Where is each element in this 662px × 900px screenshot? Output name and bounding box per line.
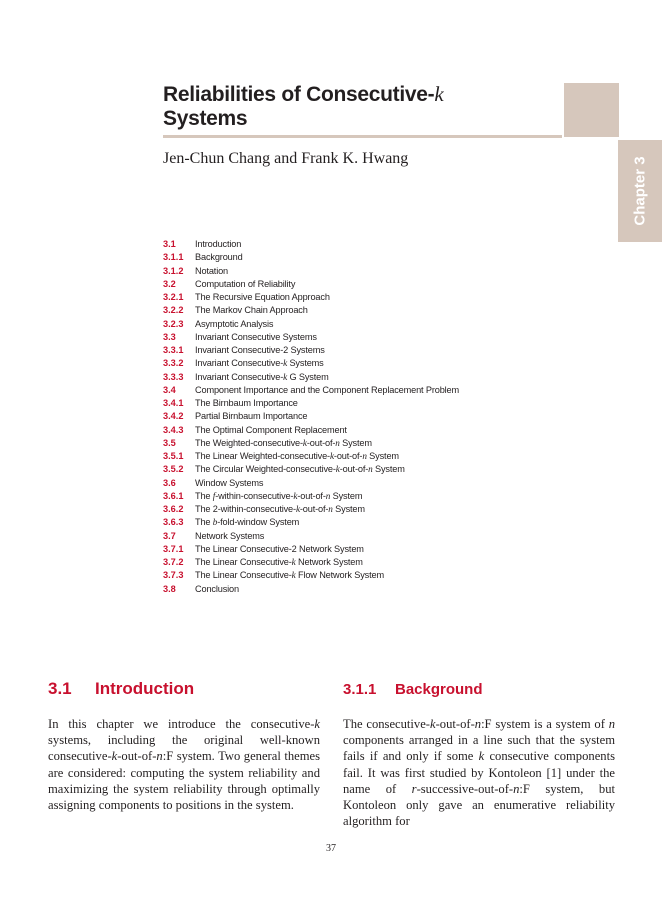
math-variable: k <box>295 504 300 514</box>
toc-entry-title <box>195 318 273 331</box>
toc-entry-title <box>195 583 239 596</box>
toc-entry-title <box>195 450 399 463</box>
toc-entry-title <box>195 344 325 357</box>
text-run: The Recursive Equation Approach <box>195 292 330 302</box>
text-run: :F system, but Kontoleon only gave an enumerative reliability algorithm for <box>343 781 615 829</box>
text-run: -out-of- <box>306 437 336 448</box>
toc-entry[interactable] <box>163 331 503 344</box>
toc-entry-title <box>195 251 243 264</box>
math-variable: k <box>335 464 340 475</box>
text-run: -out-of- <box>297 490 326 501</box>
text-run: Conclusion <box>195 583 239 594</box>
toc-entry-number: 3.7.1 <box>163 543 184 554</box>
toc-entry-title <box>195 437 372 450</box>
chapter-title-part1: Reliabilities of Consecutive- <box>163 83 435 106</box>
toc-entry-title <box>195 265 228 278</box>
text-run: The Circular Weighted-consecutive- <box>195 464 336 475</box>
text-run: The Birnbaum Importance <box>195 398 298 408</box>
toc-entry[interactable] <box>163 516 503 529</box>
toc-entry[interactable] <box>163 357 503 370</box>
text-run: :F system is a system of <box>481 717 609 731</box>
toc-entry-number: 3.3 <box>163 331 176 342</box>
text-run: -fold-window System <box>217 517 300 528</box>
text-run: The Linear Consecutive- <box>195 557 292 567</box>
math-variable: k <box>283 358 288 369</box>
text-run: System <box>330 490 363 501</box>
toc-entry-title <box>195 384 459 397</box>
math-variable: b <box>212 517 218 528</box>
text-run: The Markov Chain Approach <box>195 305 308 316</box>
toc-entry[interactable] <box>163 265 503 278</box>
toc-entry[interactable] <box>163 477 503 490</box>
text-run: Network System <box>295 557 363 567</box>
toc-entry-number: 3.1 <box>163 239 176 249</box>
text-run: The consecutive- <box>343 717 430 731</box>
introduction-paragraph <box>48 716 320 813</box>
toc-entry-number: 3.4.2 <box>163 411 184 422</box>
text-run: The Linear Weighted-consecutive- <box>195 451 330 461</box>
toc-entry-title <box>195 357 324 370</box>
toc-entry-number: 3.6.1 <box>163 490 184 501</box>
math-variable: k <box>111 749 118 764</box>
chapter-tab-label: Chapter 3 <box>631 156 649 226</box>
toc-entry[interactable] <box>163 437 503 450</box>
toc-entry-number: 3.3.2 <box>163 358 184 369</box>
toc-entry[interactable] <box>163 424 503 437</box>
text-run: Invariant Consecutive Systems <box>195 331 317 342</box>
toc-entry-number: 3.6 <box>163 477 176 488</box>
chapter-title <box>163 82 558 131</box>
text-run: Computation of Reliability <box>195 278 296 289</box>
toc-entry-number: 3.2.2 <box>163 305 184 316</box>
text-run: :F system. Two general themes are considered: computing the system reliability and maximizing the system reliability through optimally assigning components to positions in the system. <box>48 749 320 813</box>
toc-entry[interactable] <box>163 490 503 503</box>
text-run: The Weighted-consecutive- <box>195 437 303 448</box>
math-variable: k <box>430 717 436 731</box>
chapter-authors: Jen-Chun Chang and Frank K. Hwang <box>163 150 409 167</box>
math-variable: n <box>362 451 367 461</box>
text-run: Flow Network System <box>295 570 384 581</box>
section-title: Background <box>395 681 483 698</box>
text-run: The 2-within-consecutive- <box>195 504 296 514</box>
toc-entry[interactable] <box>163 344 503 357</box>
toc-entry[interactable] <box>163 318 503 331</box>
toc-entry-title <box>195 477 263 490</box>
text-run: Invariant Consecutive- <box>195 358 284 369</box>
math-variable: k <box>478 749 485 764</box>
section-number: 3.1.1 <box>343 681 377 698</box>
toc-entry-number: 3.5 <box>163 437 176 448</box>
math-variable: n <box>156 749 163 764</box>
toc-entry[interactable] <box>163 583 503 596</box>
math-variable: f <box>212 490 216 501</box>
toc-entry-number: 3.6.3 <box>163 517 184 528</box>
text-run: -out-of- <box>339 464 369 475</box>
text-run: The Linear Consecutive- <box>195 570 292 581</box>
background-paragraph <box>343 716 615 829</box>
math-variable: k <box>314 717 320 731</box>
toc-entry-number: 3.6.2 <box>163 504 184 514</box>
math-variable: r <box>411 781 417 796</box>
text-run: Background <box>195 252 243 263</box>
toc-entry-number: 3.7.3 <box>163 570 184 581</box>
math-variable: k <box>283 371 288 382</box>
math-variable: n <box>335 437 340 448</box>
toc-entry-number: 3.2.1 <box>163 292 184 302</box>
text-run: The Optimal Component Replacement <box>195 424 347 435</box>
toc-entry-title <box>195 569 384 582</box>
section-title: Introduction <box>95 679 195 698</box>
toc-entry-number: 3.2.3 <box>163 318 184 329</box>
text-run: The <box>195 490 213 501</box>
toc-entry-number: 3.8 <box>163 583 176 594</box>
toc-entry-title <box>195 331 317 344</box>
toc-entry-title <box>195 463 405 476</box>
title-rule <box>163 135 562 138</box>
toc-entry-number: 3.4.1 <box>163 398 184 408</box>
text-run: Component Importance and the Component Replacement Problem <box>195 384 460 395</box>
toc-entry[interactable] <box>163 291 503 304</box>
chapter-title-part2: Systems <box>163 107 248 130</box>
toc-entry-number: 3.1.1 <box>163 252 184 263</box>
toc-entry[interactable] <box>163 371 503 384</box>
toc-entry-number: 3.7.2 <box>163 557 184 567</box>
math-variable: n <box>368 464 373 475</box>
math-variable: n <box>328 504 333 514</box>
toc-entry[interactable] <box>163 569 503 582</box>
text-run: Invariant Consecutive- <box>195 371 284 382</box>
text-run: -successive-out-of- <box>416 781 514 796</box>
chapter-title-variable: k <box>434 82 444 106</box>
toc-entry[interactable] <box>163 278 503 291</box>
text-run: -out-of- <box>299 504 329 514</box>
toc-entry-title <box>195 397 298 410</box>
toc-entry-title <box>195 410 307 423</box>
toc-entry-number: 3.4 <box>163 384 176 395</box>
section-number: 3.1 <box>48 679 72 698</box>
text-run: -out-of- <box>435 717 475 731</box>
math-variable: k <box>329 451 334 461</box>
toc-entry[interactable] <box>163 503 503 516</box>
text-run: Systems <box>287 358 324 369</box>
toc-entry-number: 3.2 <box>163 278 176 289</box>
toc-entry[interactable] <box>163 530 503 543</box>
math-variable: n <box>474 717 482 731</box>
toc-entry-title <box>195 304 308 317</box>
toc-entry-number: 3.3.3 <box>163 371 184 382</box>
toc-entry-title <box>195 371 329 384</box>
text-run: Network Systems <box>195 530 265 541</box>
toc-entry[interactable] <box>163 410 503 423</box>
toc-entry-title <box>195 424 347 437</box>
toc-entry[interactable] <box>163 304 503 317</box>
toc-entry[interactable] <box>163 450 503 463</box>
toc-entry[interactable] <box>163 556 503 569</box>
toc-entry[interactable] <box>163 463 503 476</box>
text-run: -out-of- <box>333 451 363 461</box>
text-run: System <box>372 464 405 475</box>
toc-entry-number: 3.5.2 <box>163 464 184 475</box>
toc-entry-number: 3.1.2 <box>163 265 184 276</box>
title-decor-box <box>564 83 619 137</box>
toc-entry-title <box>195 530 264 543</box>
section-heading-background <box>343 681 483 698</box>
text-run: Introduction <box>195 239 242 249</box>
text-run: The Linear Consecutive-2 Network System <box>195 543 364 554</box>
text-run: -out-of- <box>117 749 157 764</box>
toc-entry-number: 3.7 <box>163 530 176 541</box>
toc-entry[interactable] <box>163 238 503 251</box>
chapter-tab <box>618 140 662 242</box>
text-run: systems, including the original well-known consecutive- <box>48 733 320 764</box>
text-run: G System <box>287 371 329 382</box>
math-variable: n <box>608 717 615 731</box>
toc-entry-title <box>195 503 365 516</box>
text-run: System <box>366 451 399 461</box>
text-run: Window Systems <box>195 477 264 488</box>
text-run: -within-consecutive- <box>215 490 294 501</box>
math-variable: k <box>291 557 296 567</box>
text-run: In this chapter we introduce the consecutive- <box>48 717 315 731</box>
table-of-contents <box>163 238 503 596</box>
toc-entry-number: 3.4.3 <box>163 424 184 435</box>
text-run: System <box>332 504 365 514</box>
text-run: components arranged in a line such that the system fails if and only if some <box>343 733 615 764</box>
section-heading-introduction <box>48 679 194 699</box>
toc-entry[interactable] <box>163 384 503 397</box>
toc-entry-title <box>195 490 362 503</box>
math-variable: n <box>513 781 520 796</box>
math-variable: k <box>291 570 296 581</box>
toc-entry-title <box>195 543 364 556</box>
toc-entry[interactable] <box>163 251 503 264</box>
text-run: Notation <box>195 265 229 276</box>
page-number: 37 <box>326 843 336 854</box>
toc-entry-title <box>195 278 295 291</box>
toc-entry-title <box>195 556 363 569</box>
text-run: Invariant Consecutive-2 Systems <box>195 345 325 355</box>
text-run: Partial Birnbaum Importance <box>195 411 308 422</box>
text-run: Asymptotic Analysis <box>195 318 274 329</box>
math-variable: n <box>325 490 331 501</box>
toc-entry-title <box>195 238 241 251</box>
math-variable: k <box>302 437 307 448</box>
toc-entry-number: 3.5.1 <box>163 451 184 461</box>
text-run: consecutive components fail. It was first studied by Kontoleon [1] under the name of <box>343 749 615 796</box>
math-variable: k <box>293 490 298 501</box>
toc-entry-title <box>195 516 299 529</box>
toc-entry[interactable] <box>163 397 503 410</box>
text-run: The <box>195 517 213 528</box>
text-run: System <box>339 437 372 448</box>
toc-entry[interactable] <box>163 543 503 556</box>
toc-entry-title <box>195 291 330 304</box>
toc-entry-number: 3.3.1 <box>163 345 184 355</box>
